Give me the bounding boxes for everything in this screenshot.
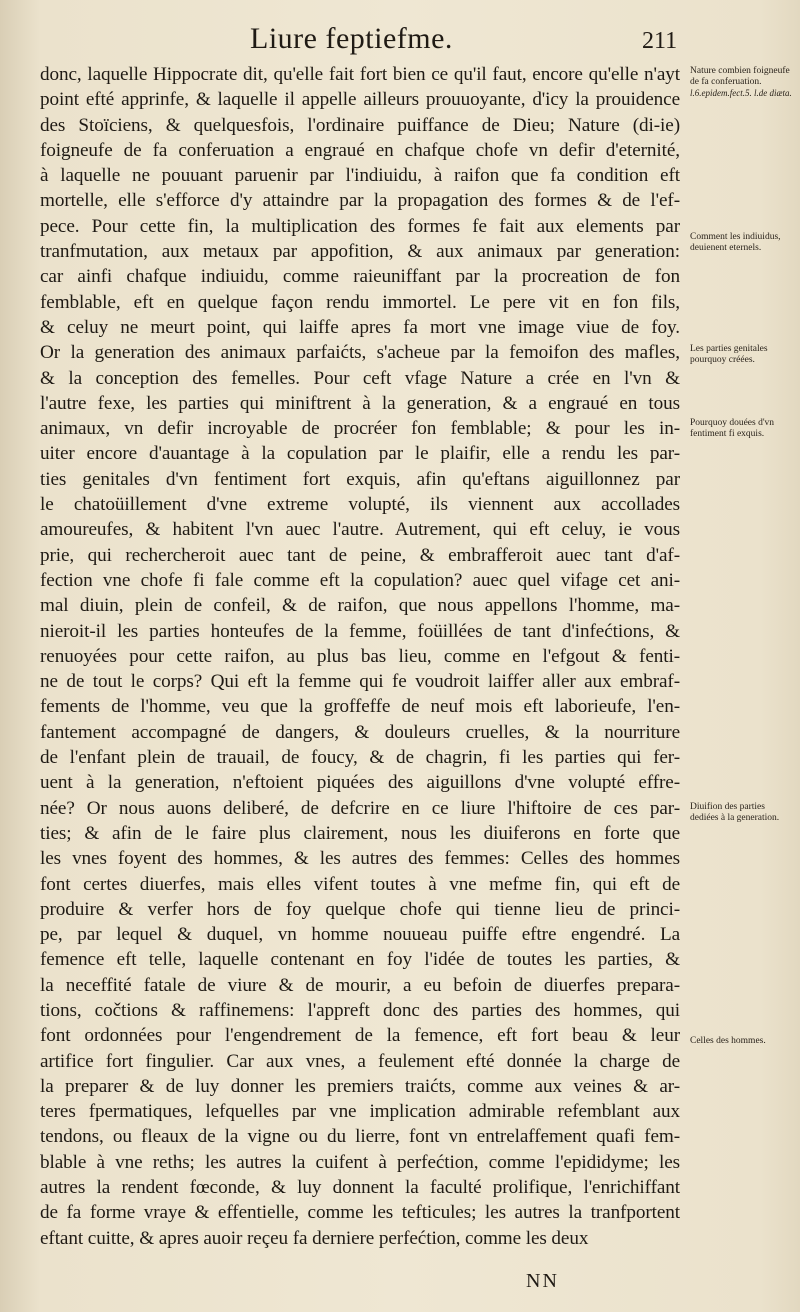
text-line: l'autre fexe, les parties qui miniftrent à la generation, & a engraué en tous	[40, 392, 680, 414]
text-line: eftant cuitte, & apres auoir reçeu fa derniere perfećtion, comme les deux	[40, 1227, 589, 1249]
text-line: mal diuin, plein de confeil, & de raifon, que nous appellons l'homme, ma-	[40, 595, 680, 617]
text-line: tranfmutation, aux metaux par appofition, & aux animaux par generation:	[40, 241, 680, 263]
text-line: la preparer & de luy donner les premiers traićts, comme aux veines & ar-	[40, 1075, 680, 1097]
text-line: font certes diuerfes, mais elles vifent toutes à vne mefme fin, qui eft de	[40, 873, 680, 895]
text-line: femence eft telle, laquelle contenant en foy l'idée de toutes les parties, &	[40, 949, 680, 971]
text-line: & la conception des femelles. Pour ceft vfage Nature a crée en l'vn &	[40, 367, 680, 389]
text-line: nieroit-il les parties honteufes de la femme, foüillées de tant d'infećtions, &	[40, 620, 680, 642]
page-header	[0, 22, 800, 62]
signature-mark: NN	[526, 1270, 559, 1292]
text-line: de l'enfant plein de trauail, de foucy, & de chagrin, fi les parties qui fer-	[40, 747, 680, 769]
text-line: le chatoüillement d'vne extreme volupté, ils viennent aux accollades	[40, 494, 680, 516]
running-title: Liure feptiefme.	[250, 22, 453, 55]
text-line: à laquelle ne pouuant paruenir par l'indiuidu, à raifon que fa condition eft	[40, 165, 680, 187]
text-line: animaux, vn defir incroyable de procréer fon femblable; & pour les in-	[40, 418, 680, 440]
sidenote-text: Celles des hommes.	[690, 1036, 766, 1046]
text-line: uiter encore d'auantage à la copulation par le plaifir, elle a rendu les par-	[40, 443, 680, 465]
text-line: ties genitales d'vn fentiment fort exquis, afin qu'eftans aiguillonnez par	[40, 468, 680, 490]
text-line: foigneufe de fa conferuation a engraué en chafque chofe vn defir d'eternité,	[40, 139, 680, 161]
sidenote-text: Diuifion des parties dediées à la generation.	[690, 802, 780, 823]
sidenote-3	[690, 344, 794, 366]
text-line: pece. Pour cette fin, la multiplication des formes fe fait aux elements par	[40, 215, 680, 237]
sidenote-2	[690, 232, 794, 254]
sidenote-4	[690, 418, 794, 440]
text-line: fection vne chofe fi fale comme eft la copulation? auec quel vifage cet ani-	[40, 569, 680, 591]
text-line: les vnes foyent des hommes, & les autres des femmes: Celles des hommes	[40, 848, 680, 870]
sidenote-1	[690, 66, 794, 99]
text-line: tions, cočtions & raffinemens: l'appreft donc des parties des hommes, qui	[40, 999, 680, 1021]
text-line: artifice fort fingulier. Car aux vnes, a feulement efté donnée la charge de	[40, 1050, 680, 1072]
text-line: point efté apprinfe, & laquelle il appelle ailleurs prouuoyante, d'icy la prouidence	[40, 89, 680, 111]
text-line: donc, laquelle Hippocrate dit, qu'elle fait fort bien ce qu'il faut, encore qu'elle n'ayt	[40, 64, 680, 85]
text-line: de fa forme vraye & effentielle, comme les tefticules; les autres la tranfportent	[40, 1202, 680, 1224]
text-line: pe, par lequel & duquel, vn homme nouueau puiffe eftre engendré. La	[40, 924, 680, 946]
sidenote-text: Nature combien foigneufe de fa conferuation.	[690, 66, 790, 87]
text-line: tendons, ou fleaux de la vigne ou du lierre, font vn entrelaffement quafi fem-	[40, 1126, 680, 1148]
text-line: & celuy ne meurt point, qui laiffe apres fa mort vne image viue de foy.	[40, 316, 680, 338]
text-line: amoureufes, & habitent l'vn auec l'autre. Autrement, qui eft celuy, ie vous	[40, 519, 680, 541]
text-line: renuoyées pour cette raifon, au plus bas lieu, comme en l'efgout & fenti-	[40, 645, 680, 667]
text-line: femblable, eft en quelque façon rendu immortel. Le pere vit en fon fils,	[40, 291, 680, 313]
text-line: teres fpermatiques, lefquelles par vne implication admirable refemblant aux	[40, 1101, 680, 1123]
text-line: mortelle, elle s'efforce d'y attaindre par la propagation des formes & de l'ef-	[40, 190, 680, 212]
text-line: la neceffité fatale de viure & de mourir, a eu befoin de diuerfes prepara-	[40, 974, 680, 996]
text-line: fantement accompagné de dangers, & douleurs cruelles, & la nourriture	[40, 721, 680, 743]
text-line: uent à la generation, n'eftoient piquées des aiguillons d'vne volupté effre-	[40, 772, 680, 794]
text-line: car ainfi chafque indiuidu, comme raieuniffant par la procreation de fon	[40, 266, 680, 288]
text-line: des Stoïciens, & quelquesfois, l'ordinaire puiffance de Dieu; Nature (di-ie)	[40, 114, 680, 136]
sidenote-6	[690, 1036, 794, 1047]
text-line: produire & verfer hors de foy quelque chofe qui tienne lieu de princi-	[40, 898, 680, 920]
text-line: autres la rendent fœconde, & luy donnent la faculté prolifique, l'enrichiffant	[40, 1177, 680, 1199]
text-line: née? Or nous auons deliberé, de defcrire en ce liure l'hiftoire de ces par-	[40, 797, 680, 819]
text-line: prie, qui rechercheroit auec tant de peine, & embrafferoit auec tant d'af-	[40, 544, 680, 566]
text-line: blable à vne reths; les autres la cuifent à perfećtion, comme l'epididyme; les	[40, 1151, 680, 1173]
page-number: 211	[642, 28, 678, 54]
sidenote-text: Comment les indiuidus, deuienent eternels.	[690, 232, 781, 253]
sidenote-text: Les parties genitales pourquoy créées.	[690, 344, 768, 365]
main-text-block	[40, 62, 680, 1251]
sidenote-reference: l.6.epidem.fect.5. l.de diæta.	[690, 88, 792, 98]
sidenote-5	[690, 802, 794, 824]
text-line: ties; & afin de le faire plus clairement, nous les diuiferons en forte que	[40, 822, 680, 844]
text-line: font ordonnées pour l'engendrement de la femence, eft fort beau & leur	[40, 1025, 680, 1047]
text-line: Or la generation des animaux parfaićts, s'acheue par la femoifon des mafles,	[40, 342, 680, 364]
text-line: fements de l'homme, veu que la groffeffe de neuf mois eft laborieufe, l'en-	[40, 696, 680, 718]
sidenote-text: Pourquoy douées d'vn fentiment fi exquis.	[690, 418, 775, 439]
text-line: ne de tout le corps? Qui eft la femme qui fe voudroit laiffer aller aux embraf-	[40, 671, 680, 693]
